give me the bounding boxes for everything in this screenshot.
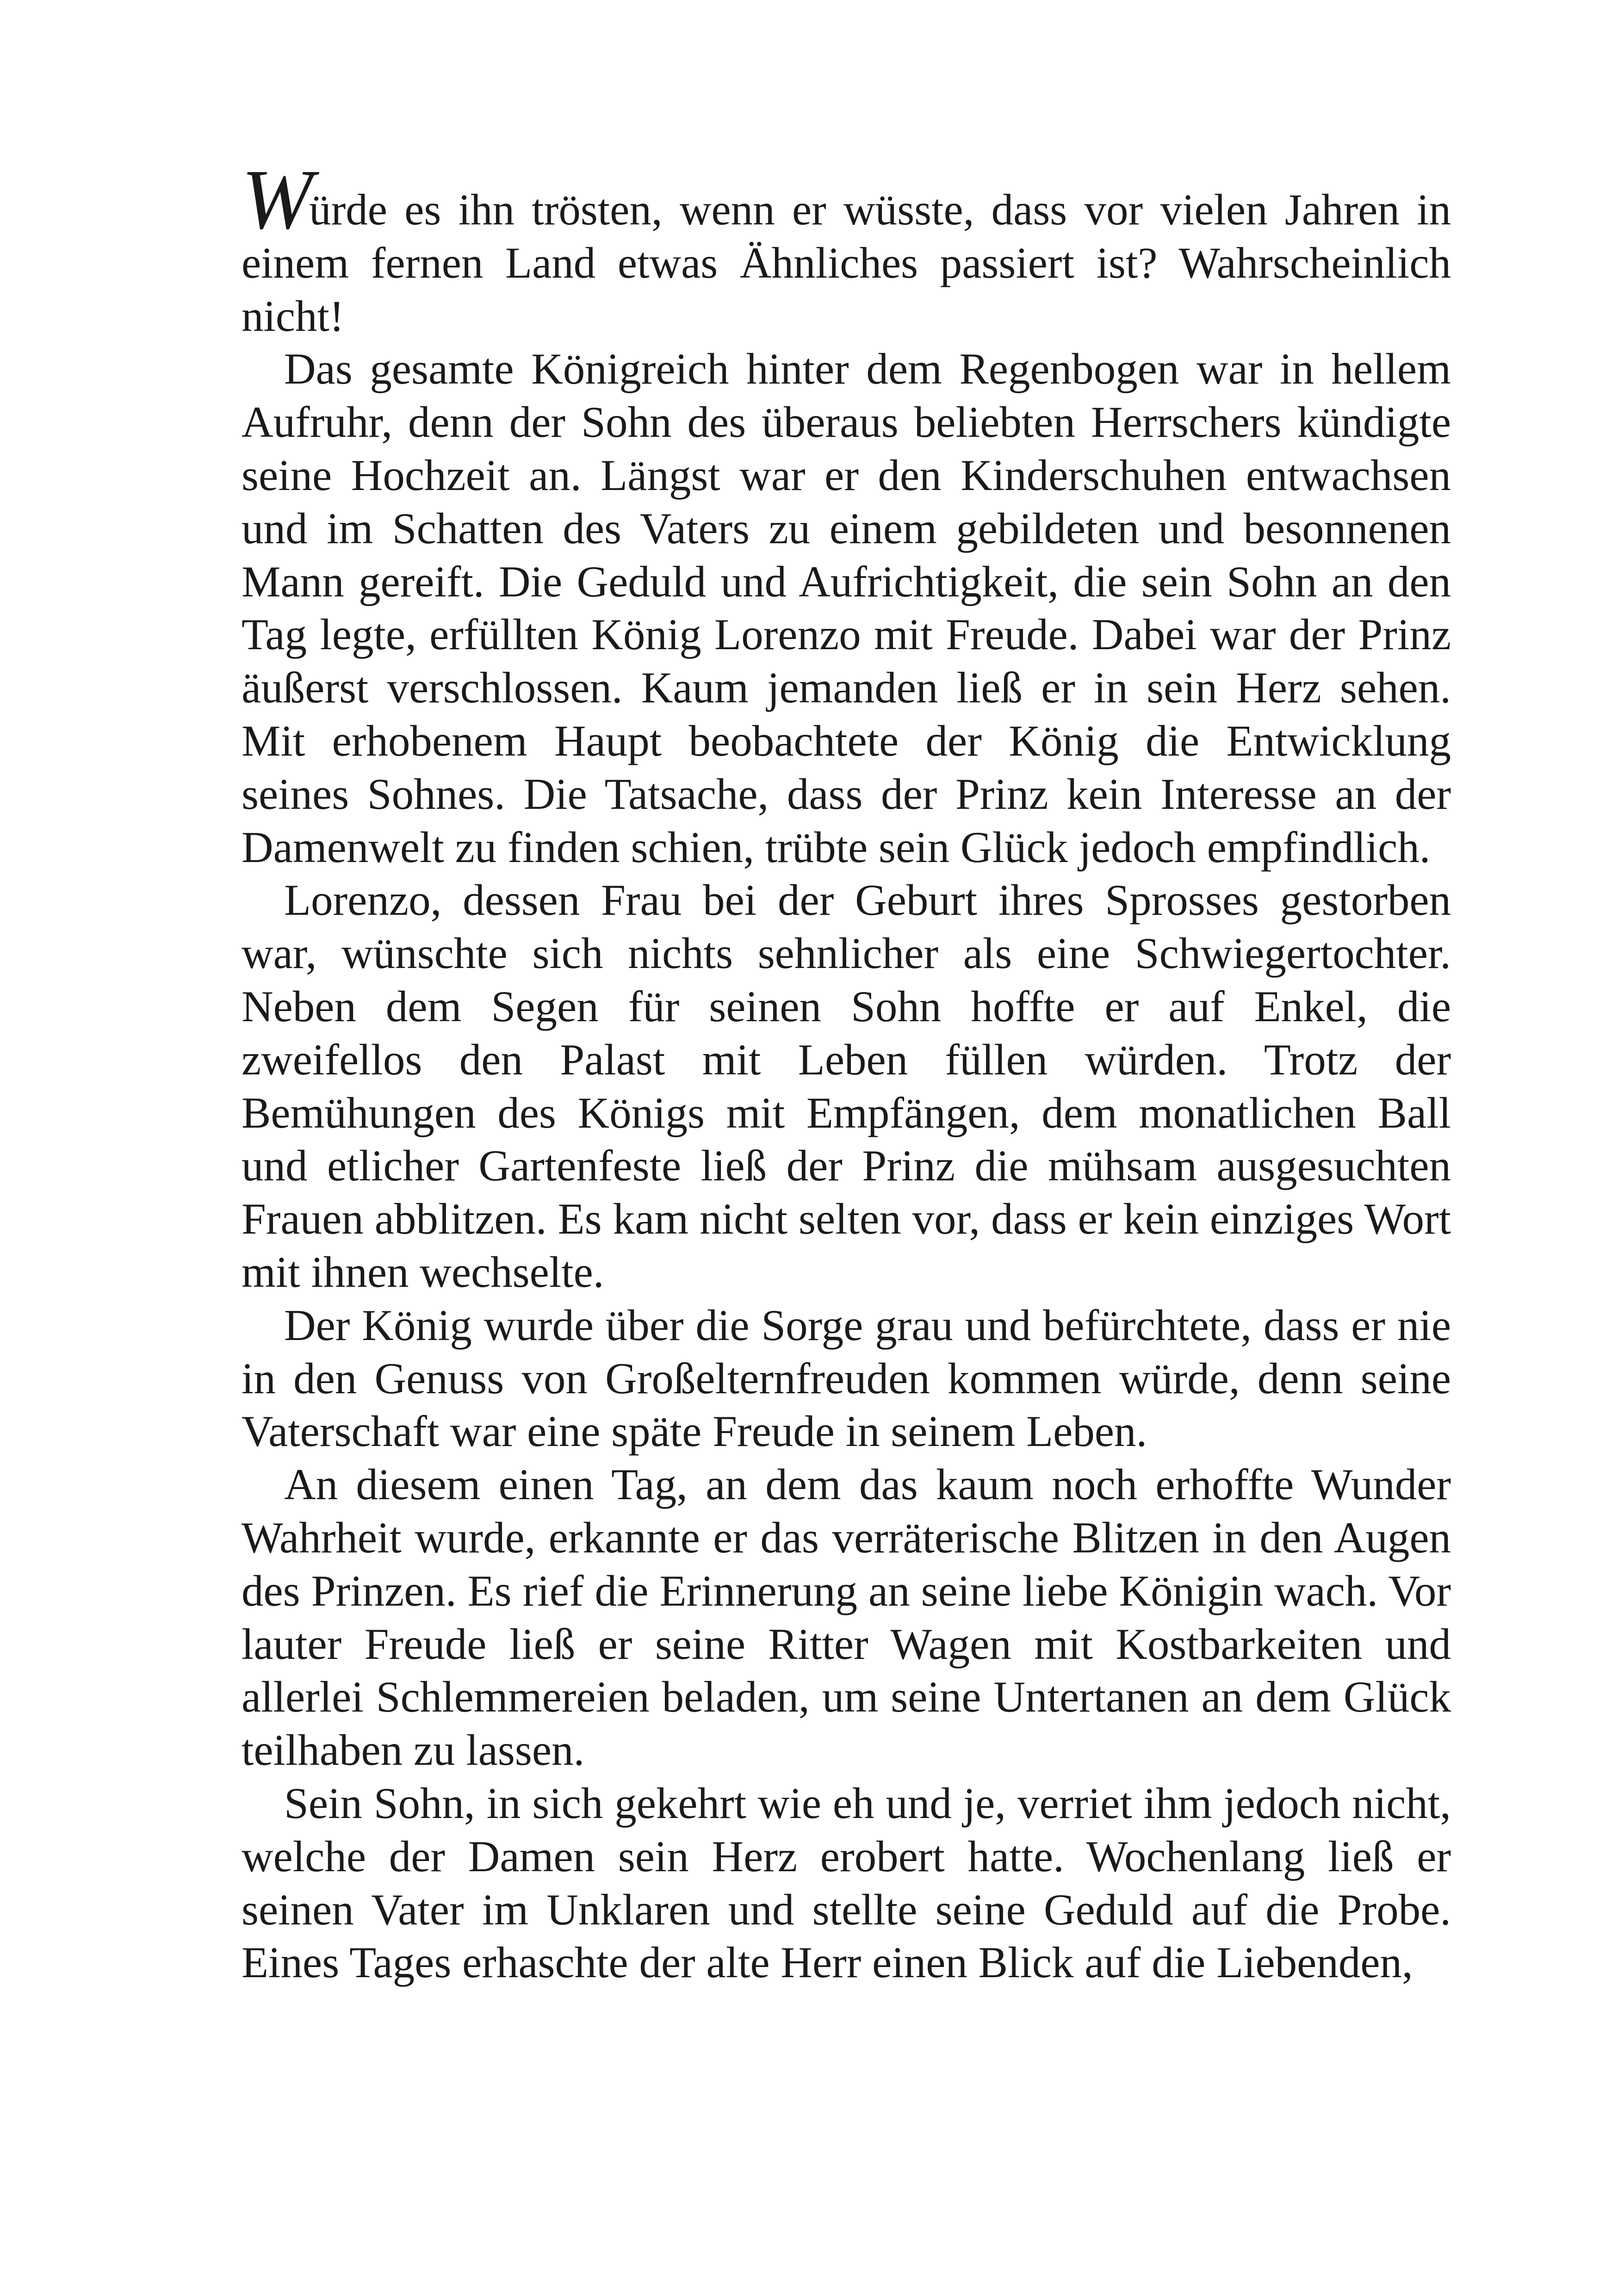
opening-paragraph (242, 152, 1451, 342)
body-text (242, 152, 1451, 1989)
paragraph-2: Lorenzo, dessen Frau bei der Geburt ihres Sprosses gestorben war, wünschte sich nichts sehnlicher als eine Schwiegertochter. Neben dem Segen für seinen Sohn hoffte er auf Enkel, die zweifellos den Palast mit Leben füllen würden. Trotz der Bemühungen des Königs mit Empfängen, dem monatlichen Ball und etlicher Gartenfeste ließ der Prinz die mühsam ausgesuchten Frauen abblitzen. Es kam nicht selten vor, dass er kein einziges Wort mit ihnen wechselte. (242, 875, 1451, 1297)
paragraph-4: An diesem einen Tag, an dem das kaum noch erhoffte Wunder Wahrheit wurde, erkannte er das verräterische Blitzen in den Augen des Prinzen. Es rief die Erinnerung an seine liebe Königin wach. Vor lauter Freude ließ er seine Ritter Wagen mit Kostbarkeiten und allerlei Schlemmereien beladen, um seine Untertanen an dem Glück teilhaben zu lassen. (242, 1460, 1451, 1775)
paragraph-5: Sein Sohn, in sich gekehrt wie eh und je, verriet ihm jedoch nicht, welche der Damen sein Herz erobert hatte. Wochenlang ließ er seinen Vater im Unklaren und stellte seine Geduld auf die Probe. Eines Tages erhaschte der alte Herr einen Blick auf die Liebenden, (242, 1778, 1451, 1987)
opening-paragraph-text: ürde es ihn trösten, wenn er wüsste, dass vor vielen Jahren in einem fernen Land etwas Ähnliches passiert ist? Wahrscheinlich nicht! (242, 185, 1451, 341)
decorative-initial: W (242, 152, 308, 247)
paragraph-3: Der König wurde über die Sorge grau und befürchtete, dass er nie in den Genuss von Großelternfreuden kommen würde, denn seine Vaterschaft war eine späte Freude in seinem Leben. (242, 1300, 1451, 1456)
paragraph-1: Das gesamte Königreich hinter dem Regenbogen war in hellem Aufruhr, denn der Sohn des überaus beliebten Herrschers kündigte seine Hochzeit an. Längst war er den Kinderschuhen entwachsen und im Schatten des Vaters zu einem gebildeten und besonnenen Mann gereift. Die Geduld und Aufrichtigkeit, die sein Sohn an den Tag legte, erfüllten König Lorenzo mit Freude. Dabei war der Prinz äußerst verschlossen. Kaum jemanden ließ er in sein Herz sehen. Mit erhobenem Haupt beobachtete der König die Entwicklung seines Sohnes. Die Tatsache, dass der Prinz kein Interesse an der Damenwelt zu finden schien, trübte sein Glück jedoch empfindlich. (242, 344, 1451, 872)
